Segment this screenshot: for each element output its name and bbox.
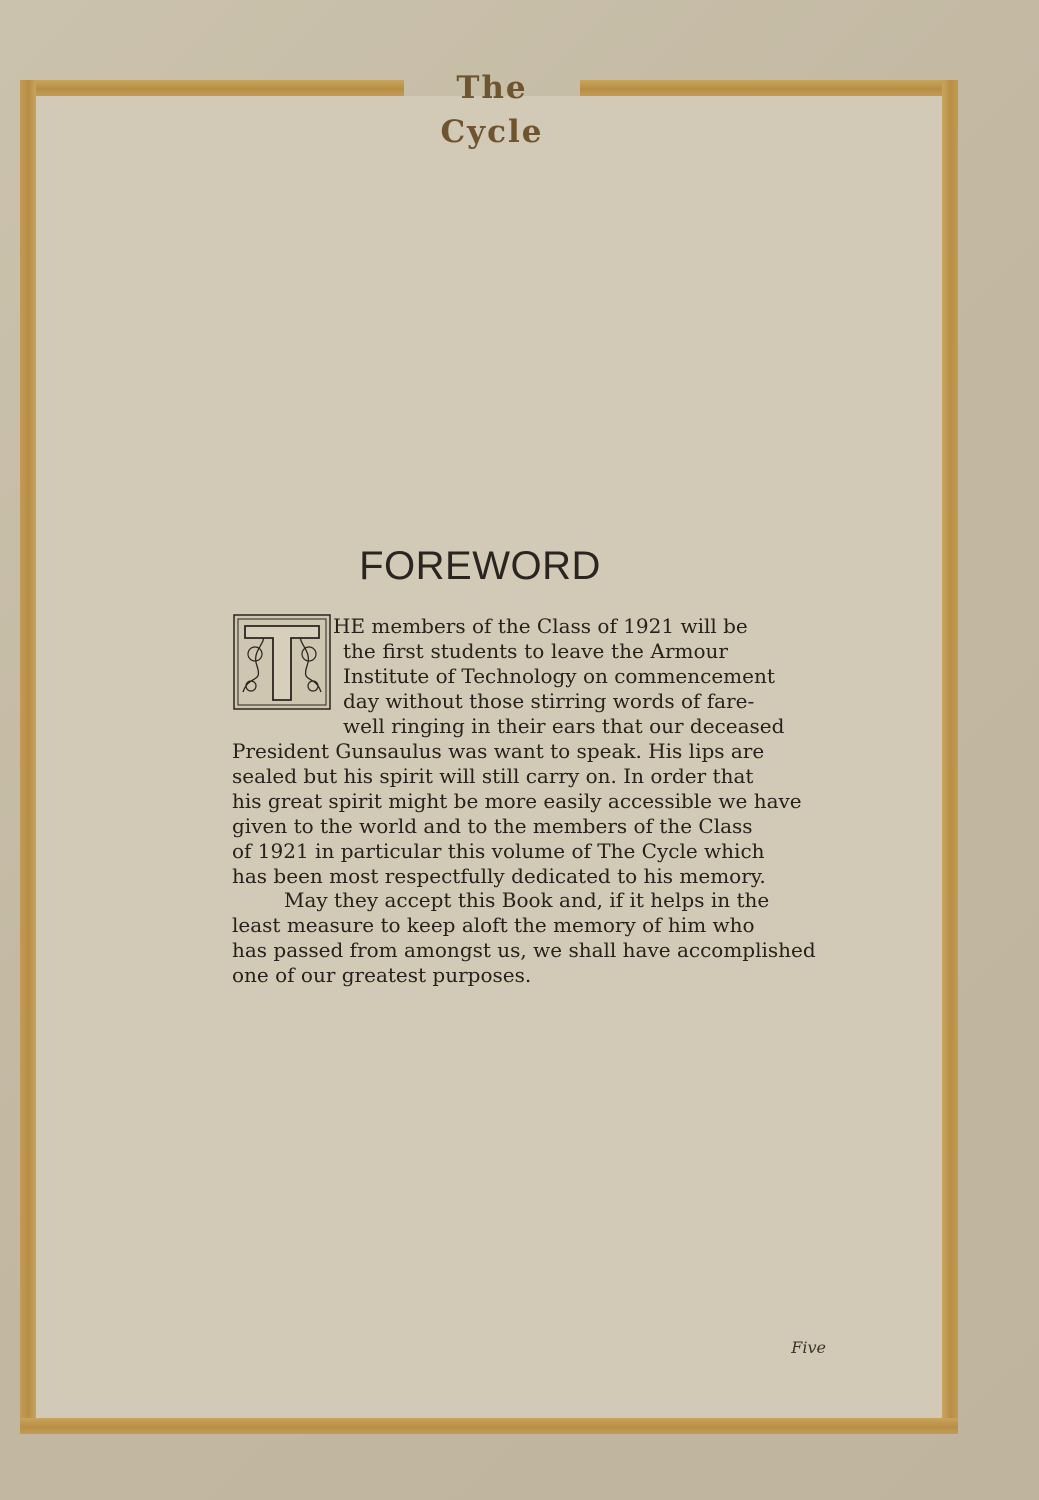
paragraph-line: has passed from amongst us, we shall have accomplished	[232, 938, 816, 962]
paragraph-line: the first students to leave the Armour	[343, 639, 728, 663]
paragraph-line: of 1921 in particular this volume of The Cycle which	[232, 839, 765, 863]
paragraph-line: one of our greatest purposes.	[232, 963, 532, 987]
paragraph-line: his great spirit might be more easily accessible we have	[232, 789, 802, 813]
frame-top-left-rule	[20, 80, 404, 96]
frame-bottom-rule	[20, 1418, 958, 1434]
page-number: Five	[791, 1338, 826, 1357]
paragraph-line: Institute of Technology on commencement	[343, 664, 775, 688]
paragraph-line: day without those stirring words of fare-	[343, 689, 755, 713]
frame-right-rule	[942, 80, 958, 1434]
paragraph-line: President Gunsaulus was want to speak. His lips are	[232, 739, 765, 763]
drop-cap-ornament	[233, 614, 331, 710]
paragraph-line: HE members of the Class of 1921 will be	[333, 614, 748, 638]
paragraph-line: May they accept this Book and, if it helps in the	[284, 888, 770, 912]
frame-top-right-rule	[580, 80, 958, 96]
running-head: The Cycle	[440, 70, 544, 150]
paragraph-line: sealed but his spirit will still carry on. In order that	[232, 764, 754, 788]
page-title: FOREWORD	[359, 544, 601, 588]
paragraph-line: well ringing in their ears that our deceased	[343, 714, 785, 738]
decorated-initial-icon	[233, 614, 331, 710]
paragraph-line: has been most respectfully dedicated to his memory.	[232, 864, 766, 888]
frame-left-rule	[20, 80, 36, 1434]
paragraph-line: given to the world and to the members of the Class	[232, 814, 753, 838]
paragraph-line: least measure to keep aloft the memory of him who	[232, 913, 755, 937]
